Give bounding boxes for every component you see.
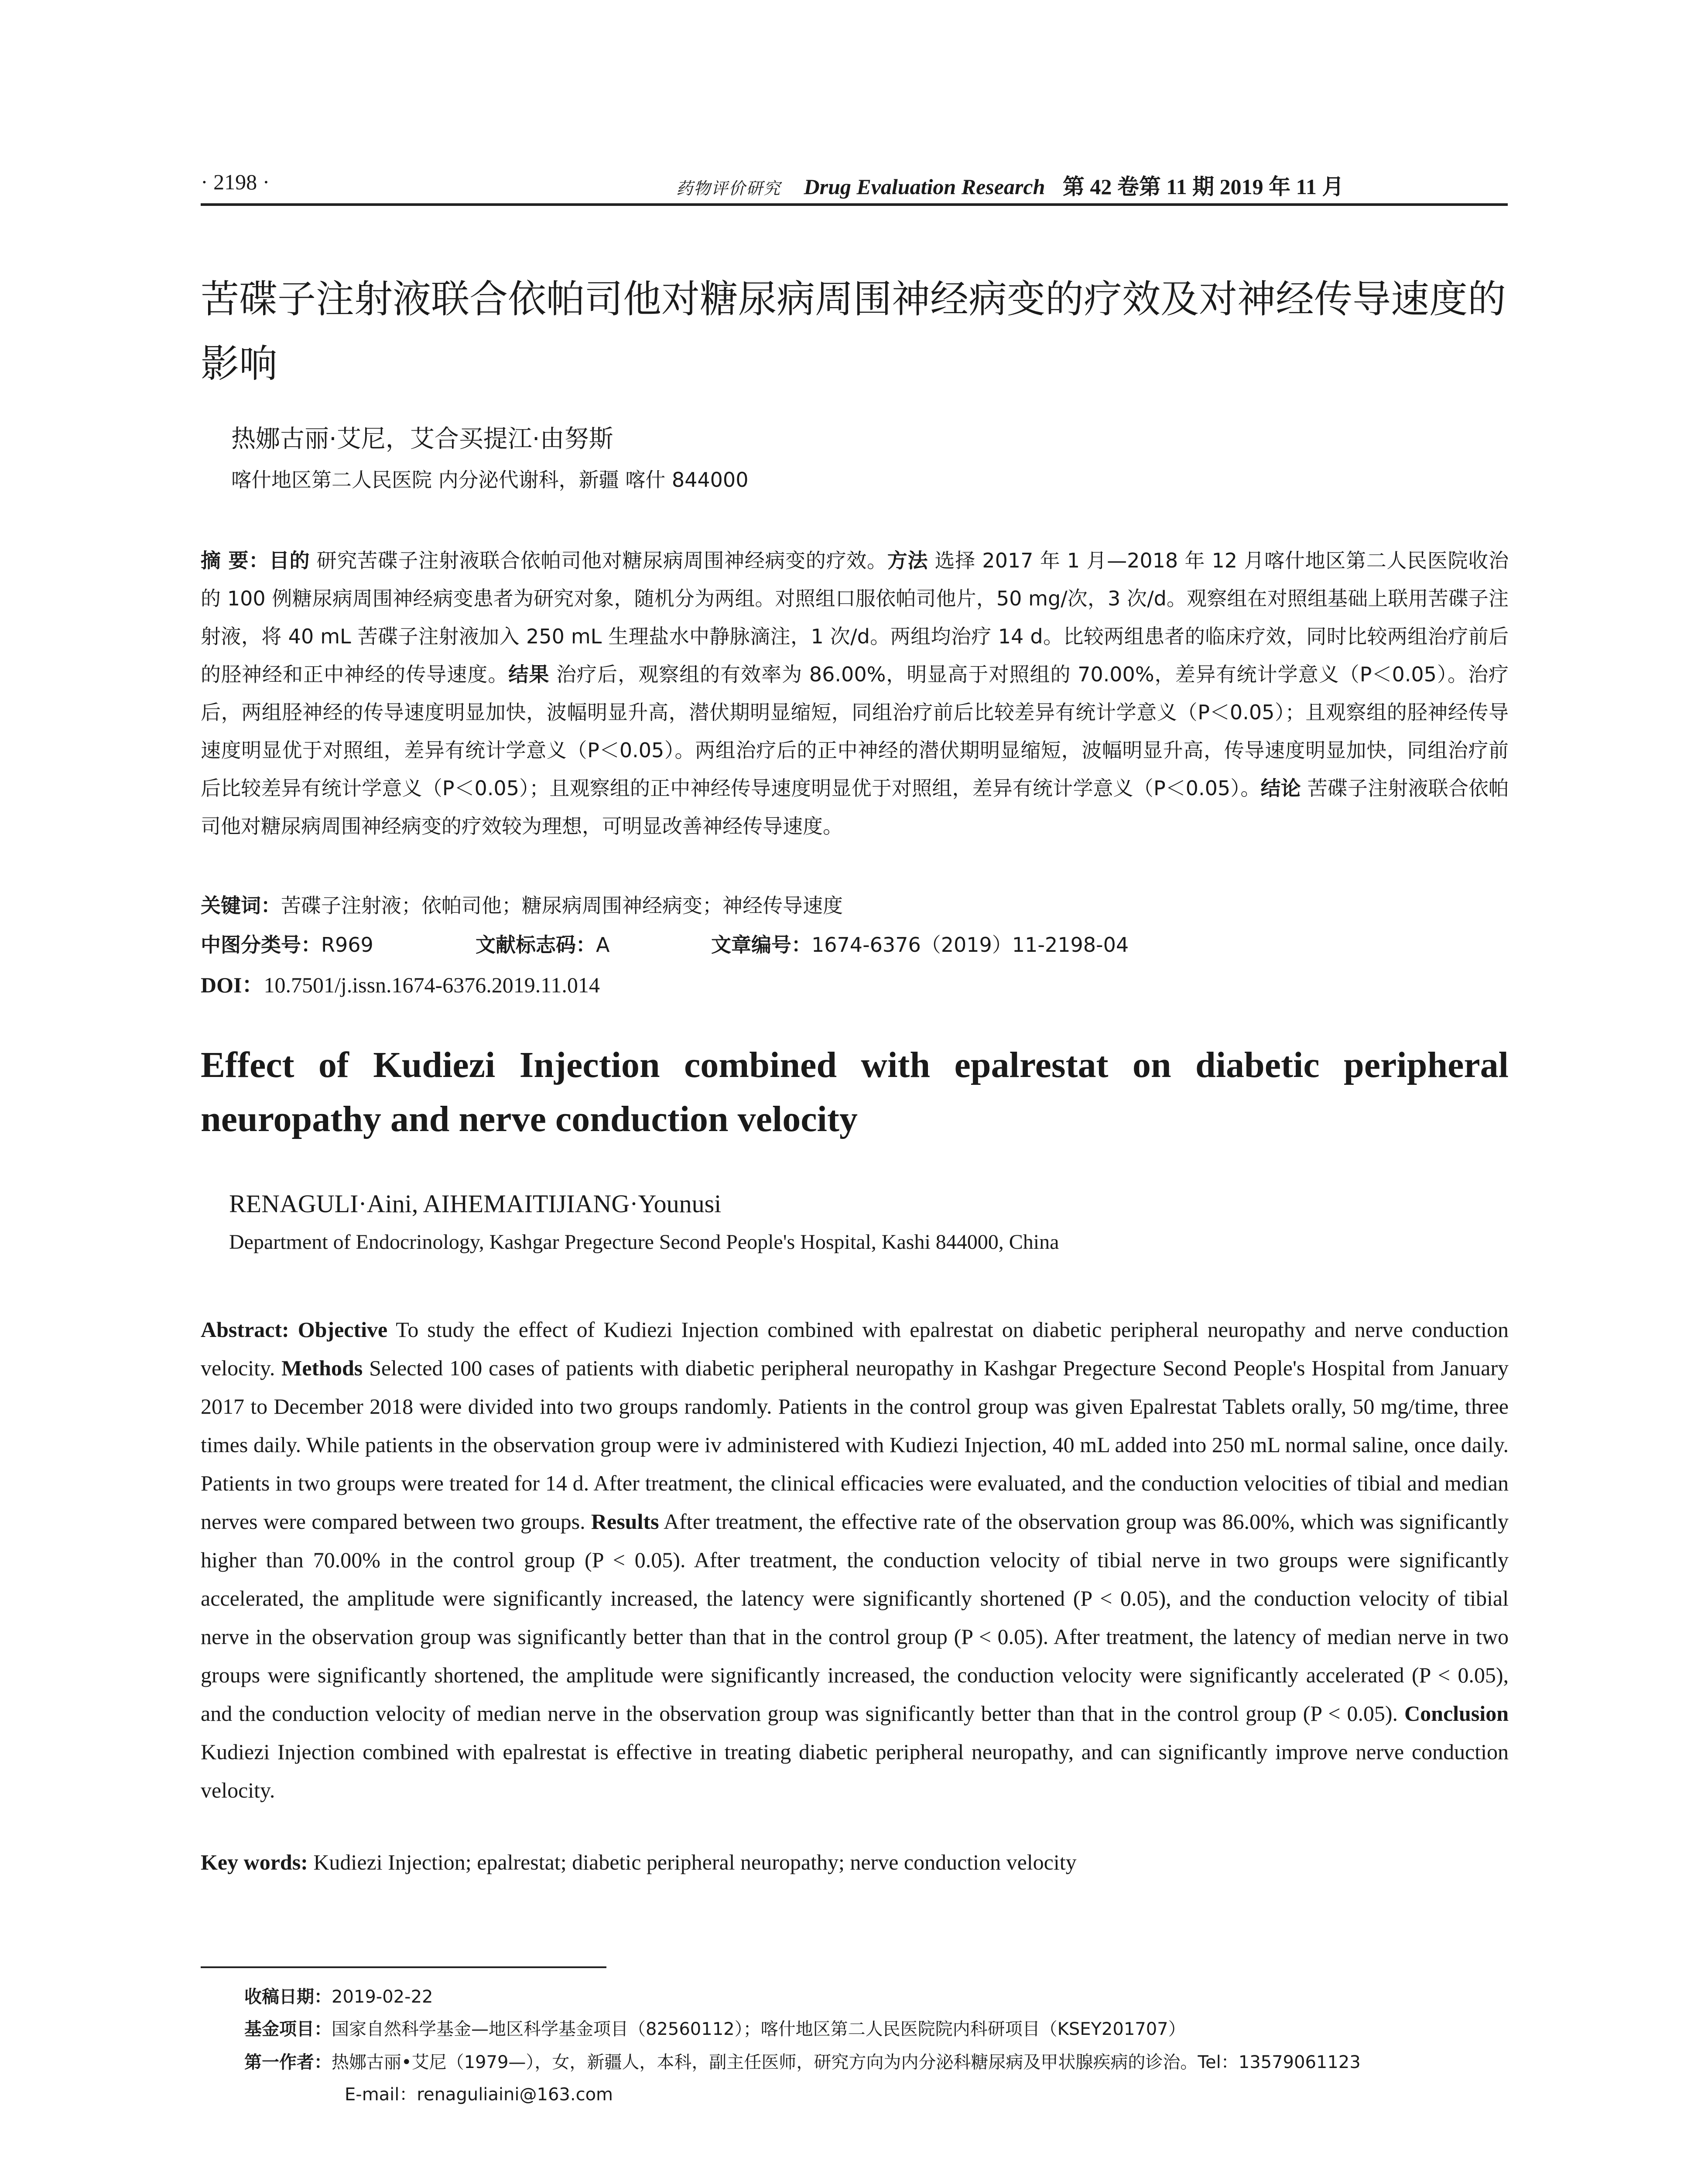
running-header xyxy=(201,169,1509,200)
en-conclusion-label: Conclusion xyxy=(1404,1701,1509,1726)
footnote-author xyxy=(244,2048,1361,2073)
objective-label: 目的 xyxy=(269,549,310,572)
chinese-authors: 热娜古丽·艾尼，艾合买提江·由努斯 xyxy=(231,425,613,453)
doc-code-label: 文献标志码： xyxy=(476,933,596,957)
clc-label: 中图分类号： xyxy=(201,933,321,957)
classification-line xyxy=(201,929,1129,958)
en-results-text: After treatment, the effective rate of the observation group was 86.00%, which was significantly higher than 70.00% in the control group (P < 0.05). After treatment, the conduction velocity of tibial nerve in two groups were significantly accelerated, the amplitude were significantly increased, the latency were significantly shortened (P < 0.05), and the conduction velocity of tibial nerve in the observation group was significantly better than that in the control group (P < 0.05). After treatment, the latency of median nerve in two groups were significantly shortened, the amplitude were significantly increased, the conduction velocity were significantly accelerated (P < 0.05), and the conduction velocity of median nerve in the observation group was significantly better than that in the control group (P < 0.05). xyxy=(201,1509,1509,1726)
en-objective-text: To study the effect of Kudiezi Injection combined with epalrestat on diabetic peripheral neuropathy and nerve conduction velocity. xyxy=(201,1317,1509,1380)
header-rule xyxy=(201,203,1508,206)
footnote-rule xyxy=(201,1966,606,1968)
keywords-text: 苦碟子注射液；依帕司他；糖尿病周围神经病变；神经传导速度 xyxy=(281,894,843,917)
results-text: 治疗后，观察组的有效率为 86.00%，明显高于对照组的 70.00%，差异有统计学意义（P＜0.05）。治疗后，两组胫神经的传导速度明显加快，波幅明显升高，潜伏期明显缩短，同组治疗前后比较差异有统计学意义（P＜0.05）；且观察组的胫神经传导速度明显优于对照组，差异有统计学意义（P＜0.05）。两组治疗后的正中神经的潜伏期明显缩短，波幅明显升高，传导速度明显加快，同组治疗前后比较差异有统计学意义（P＜0.05）；且观察组的正中神经传导速度明显优于对照组，差异有统计学意义（P＜0.05）。 xyxy=(201,663,1509,800)
keywords-label: 关键词： xyxy=(201,894,281,917)
objective-text: 研究苦碟子注射液联合依帕司他对糖尿病周围神经病变的疗效。 xyxy=(310,549,887,572)
doi-line xyxy=(201,967,600,999)
page-number: · 2198 · xyxy=(201,170,270,194)
en-results-label: Results xyxy=(591,1509,659,1534)
journal-info xyxy=(676,169,1344,201)
article-no-field xyxy=(711,929,1129,958)
fund-label: 基金项目： xyxy=(244,2019,332,2039)
footnote-email: E-mail：renaguliaini@163.com xyxy=(345,2085,613,2105)
en-keywords-label: Key words: xyxy=(201,1850,308,1874)
english-abstract xyxy=(201,1310,1509,1809)
english-keywords xyxy=(201,1849,1077,1875)
chinese-abstract xyxy=(201,542,1509,845)
doi-label: DOI： xyxy=(201,973,264,997)
doi-value: 10.7501/j.issn.1674-6376.2019.11.014 xyxy=(264,973,600,997)
chinese-keywords xyxy=(201,890,843,919)
author-label: 第一作者： xyxy=(244,2052,332,2072)
en-keywords-text: Kudiezi Injection; epalrestat; diabetic peripheral neuropathy; nerve conduction velocity xyxy=(308,1850,1077,1874)
en-methods-text: Selected 100 cases of patients with diabetic peripheral neuropathy in Kashgar Pregecture Second People's Hospital from January 2017 to December 2018 were divided into two groups randomly. Patients in the control group was given Epalrestat Tablets orally, 50 mg/time, three times daily. While patients in the observation group were iv administered with Kudiezi Injection, 40 mL added into 250 mL normal saline, once daily. Patients in two groups were treated for 14 d. After treatment, the clinical efficacies were evaluated, and the conduction velocities of tibial and median nerves were compared between two groups. xyxy=(201,1356,1509,1534)
conclusion-label: 结论 xyxy=(1260,776,1301,800)
en-objective-label: Objective xyxy=(298,1317,388,1342)
fund-value: 国家自然科学基金—地区科学基金项目（82560112）；喀什地区第二人民医院院内科研项目（KSEY201707） xyxy=(332,2019,1186,2039)
english-affiliation: Department of Endocrinology, Kashgar Pregecture Second People's Hospital, Kashi 844000, China xyxy=(229,1231,1059,1254)
article-no-value: 1674-6376（2019）11-2198-04 xyxy=(811,933,1129,957)
methods-text: 选择 2017 年 1 月—2018 年 12 月喀什地区第二人民医院收治的 100 例糖尿病周围神经病变患者为研究对象，随机分为两组。对照组口服依帕司他片，50 mg/次，3 次/d。观察组在对照组基础上联用苦碟子注射液，将 40 mL 苦碟子注射液加入 250 mL 生理盐水中静脉滴注，1 次/d。两组均治疗 14 d。比较两组患者的临床疗效，同时比较两组治疗前后的胫神经和正中神经的传导速度。 xyxy=(201,549,1509,686)
journal-name: Drug Evaluation Research xyxy=(804,174,1045,199)
english-authors: RENAGULI·Aini, AIHEMAITIJIANG·Younusi xyxy=(229,1190,722,1218)
results-label: 结果 xyxy=(508,663,550,686)
clc-field xyxy=(201,933,373,957)
footnote-fund xyxy=(244,2015,1186,2040)
article-no-label: 文章编号： xyxy=(711,933,811,957)
received-label: 收稿日期： xyxy=(244,1987,332,2007)
journal-issue: 第 42 卷第 11 期 2019 年 11 月 xyxy=(1062,174,1344,199)
doc-code-value: A xyxy=(596,933,610,957)
doc-code-field xyxy=(476,929,609,958)
chinese-affiliation: 喀什地区第二人民医院 内分泌代谢科，新疆 喀什 844000 xyxy=(231,468,749,492)
clc-value: R969 xyxy=(321,933,373,957)
author-value: 热娜古丽•艾尼（1979—），女，新疆人，本科，副主任医师，研究方向为内分泌科糖尿病及甲状腺疾病的诊治。Tel：13579061123 xyxy=(332,2052,1361,2072)
methods-label: 方法 xyxy=(887,549,928,572)
journal-logo: 药物评价研究 xyxy=(676,180,781,198)
en-abstract-label: Abstract: xyxy=(201,1317,289,1342)
footnote-received xyxy=(244,1983,433,2008)
en-conclusion-text: Kudiezi Injection combined with epalrestat is effective in treating diabetic peripheral neuropathy, and can significantly improve nerve conduction velocity. xyxy=(201,1740,1509,1802)
english-title: Effect of Kudiezi Injection combined with epalrestat on diabetic peripheral neuropathy and nerve conduction velocity xyxy=(201,1045,1509,1139)
en-methods-label: Methods xyxy=(281,1356,363,1380)
chinese-title: 苦碟子注射液联合依帕司他对糖尿病周围神经病变的疗效及对神经传导速度的影响 xyxy=(201,277,1506,386)
conclusion-text: 苦碟子注射液联合依帕司他对糖尿病周围神经病变的疗效较为理想，可明显改善神经传导速度。 xyxy=(201,776,1509,838)
abstract-label: 摘 要： xyxy=(201,549,269,572)
received-value: 2019-02-22 xyxy=(332,1987,433,2007)
